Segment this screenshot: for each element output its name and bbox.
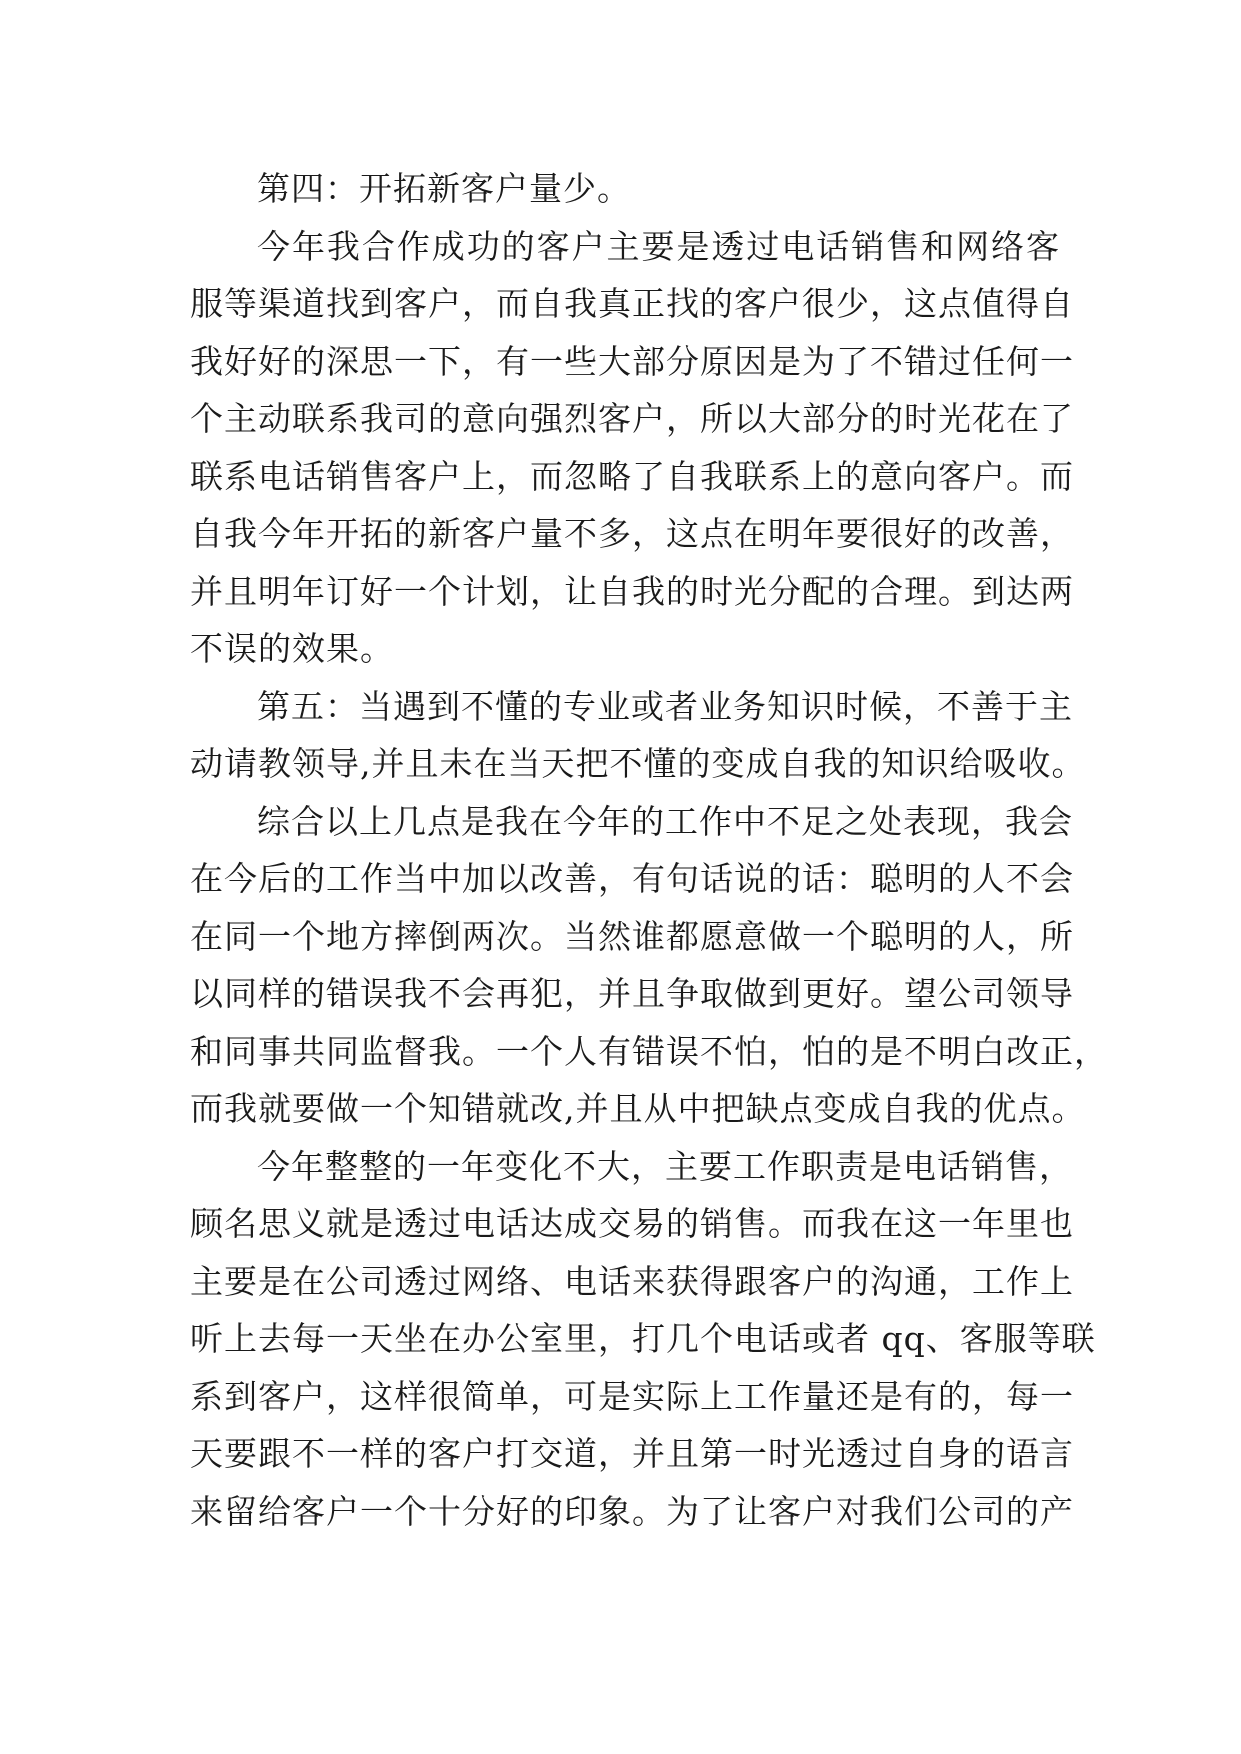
text-line-12: 综合以上几点是我在今年的工作中不足之处表现，我会 [257, 801, 1073, 841]
text-line-20: 主要是在公司透过网络、电话来获得跟客户的沟通，工作上 [190, 1261, 1074, 1301]
text-line-10: 第五：当遇到不懂的专业或者业务知识时候，不善于主 [257, 686, 1073, 726]
text-line-11: 动请教领导,并且未在当天把不懂的变成自我的知识给吸收。 [190, 744, 1086, 783]
text-line-1: 第四：开拓新客户量少。 [257, 169, 631, 208]
text-line-7: 自我今年开拓的新客户量不多，这点在明年要很好的改善， [190, 514, 1074, 553]
text-line-4: 我好好的深思一下，有一些大部分原因是为了不错过任何一 [190, 341, 1074, 381]
text-line-14: 在同一个地方摔倒两次。当然谁都愿意做一个聪明的人，所 [190, 916, 1074, 956]
body-text [190, 160, 1108, 1540]
text-line-24: 来留给客户一个十分好的印象。为了让客户对我们公司的产 [190, 1491, 1074, 1531]
text-line-5: 个主动联系我司的意向强烈客户，所以大部分的时光花在了 [190, 399, 1074, 438]
text-line-8: 并且明年订好一个计划，让自我的时光分配的合理。到达两 [190, 571, 1074, 611]
text-line-6: 联系电话销售客户上，而忽略了自我联系上的意向客户。而 [190, 456, 1074, 496]
text-line-22: 系到客户，这样很简单，可是实际上工作量还是有的，每一 [190, 1376, 1074, 1416]
text-line-19: 顾名思义就是透过电话达成交易的销售。而我在这一年里也 [190, 1204, 1074, 1243]
text-line-9: 不误的效果。 [190, 629, 394, 668]
text-line-15: 以同样的错误我不会再犯，并且争取做到更好。望公司领导 [190, 974, 1074, 1013]
text-line-16: 和同事共同监督我。一个人有错误不怕，怕的是不明白改正， [190, 1031, 1108, 1071]
text-line-21: 听上去每一天坐在办公室里，打几个电话或者 qq、客服等联 [190, 1319, 1096, 1358]
text-line-18: 今年整整的一年变化不大，主要工作职责是电话销售， [257, 1146, 1073, 1186]
text-line-17: 而我就要做一个知错就改,并且从中把缺点变成自我的优点。 [190, 1089, 1086, 1128]
text-line-3: 服等渠道找到客户，而自我真正找的客户很少，这点值得自 [190, 284, 1074, 323]
text-line-2: 今年我合作成功的客户主要是透过电话销售和网络客 [257, 226, 1060, 266]
text-line-13: 在今后的工作当中加以改善，有句话说的话：聪明的人不会 [190, 859, 1074, 898]
text-line-23: 天要跟不一样的客户打交道，并且第一时光透过自身的语言 [190, 1434, 1074, 1473]
